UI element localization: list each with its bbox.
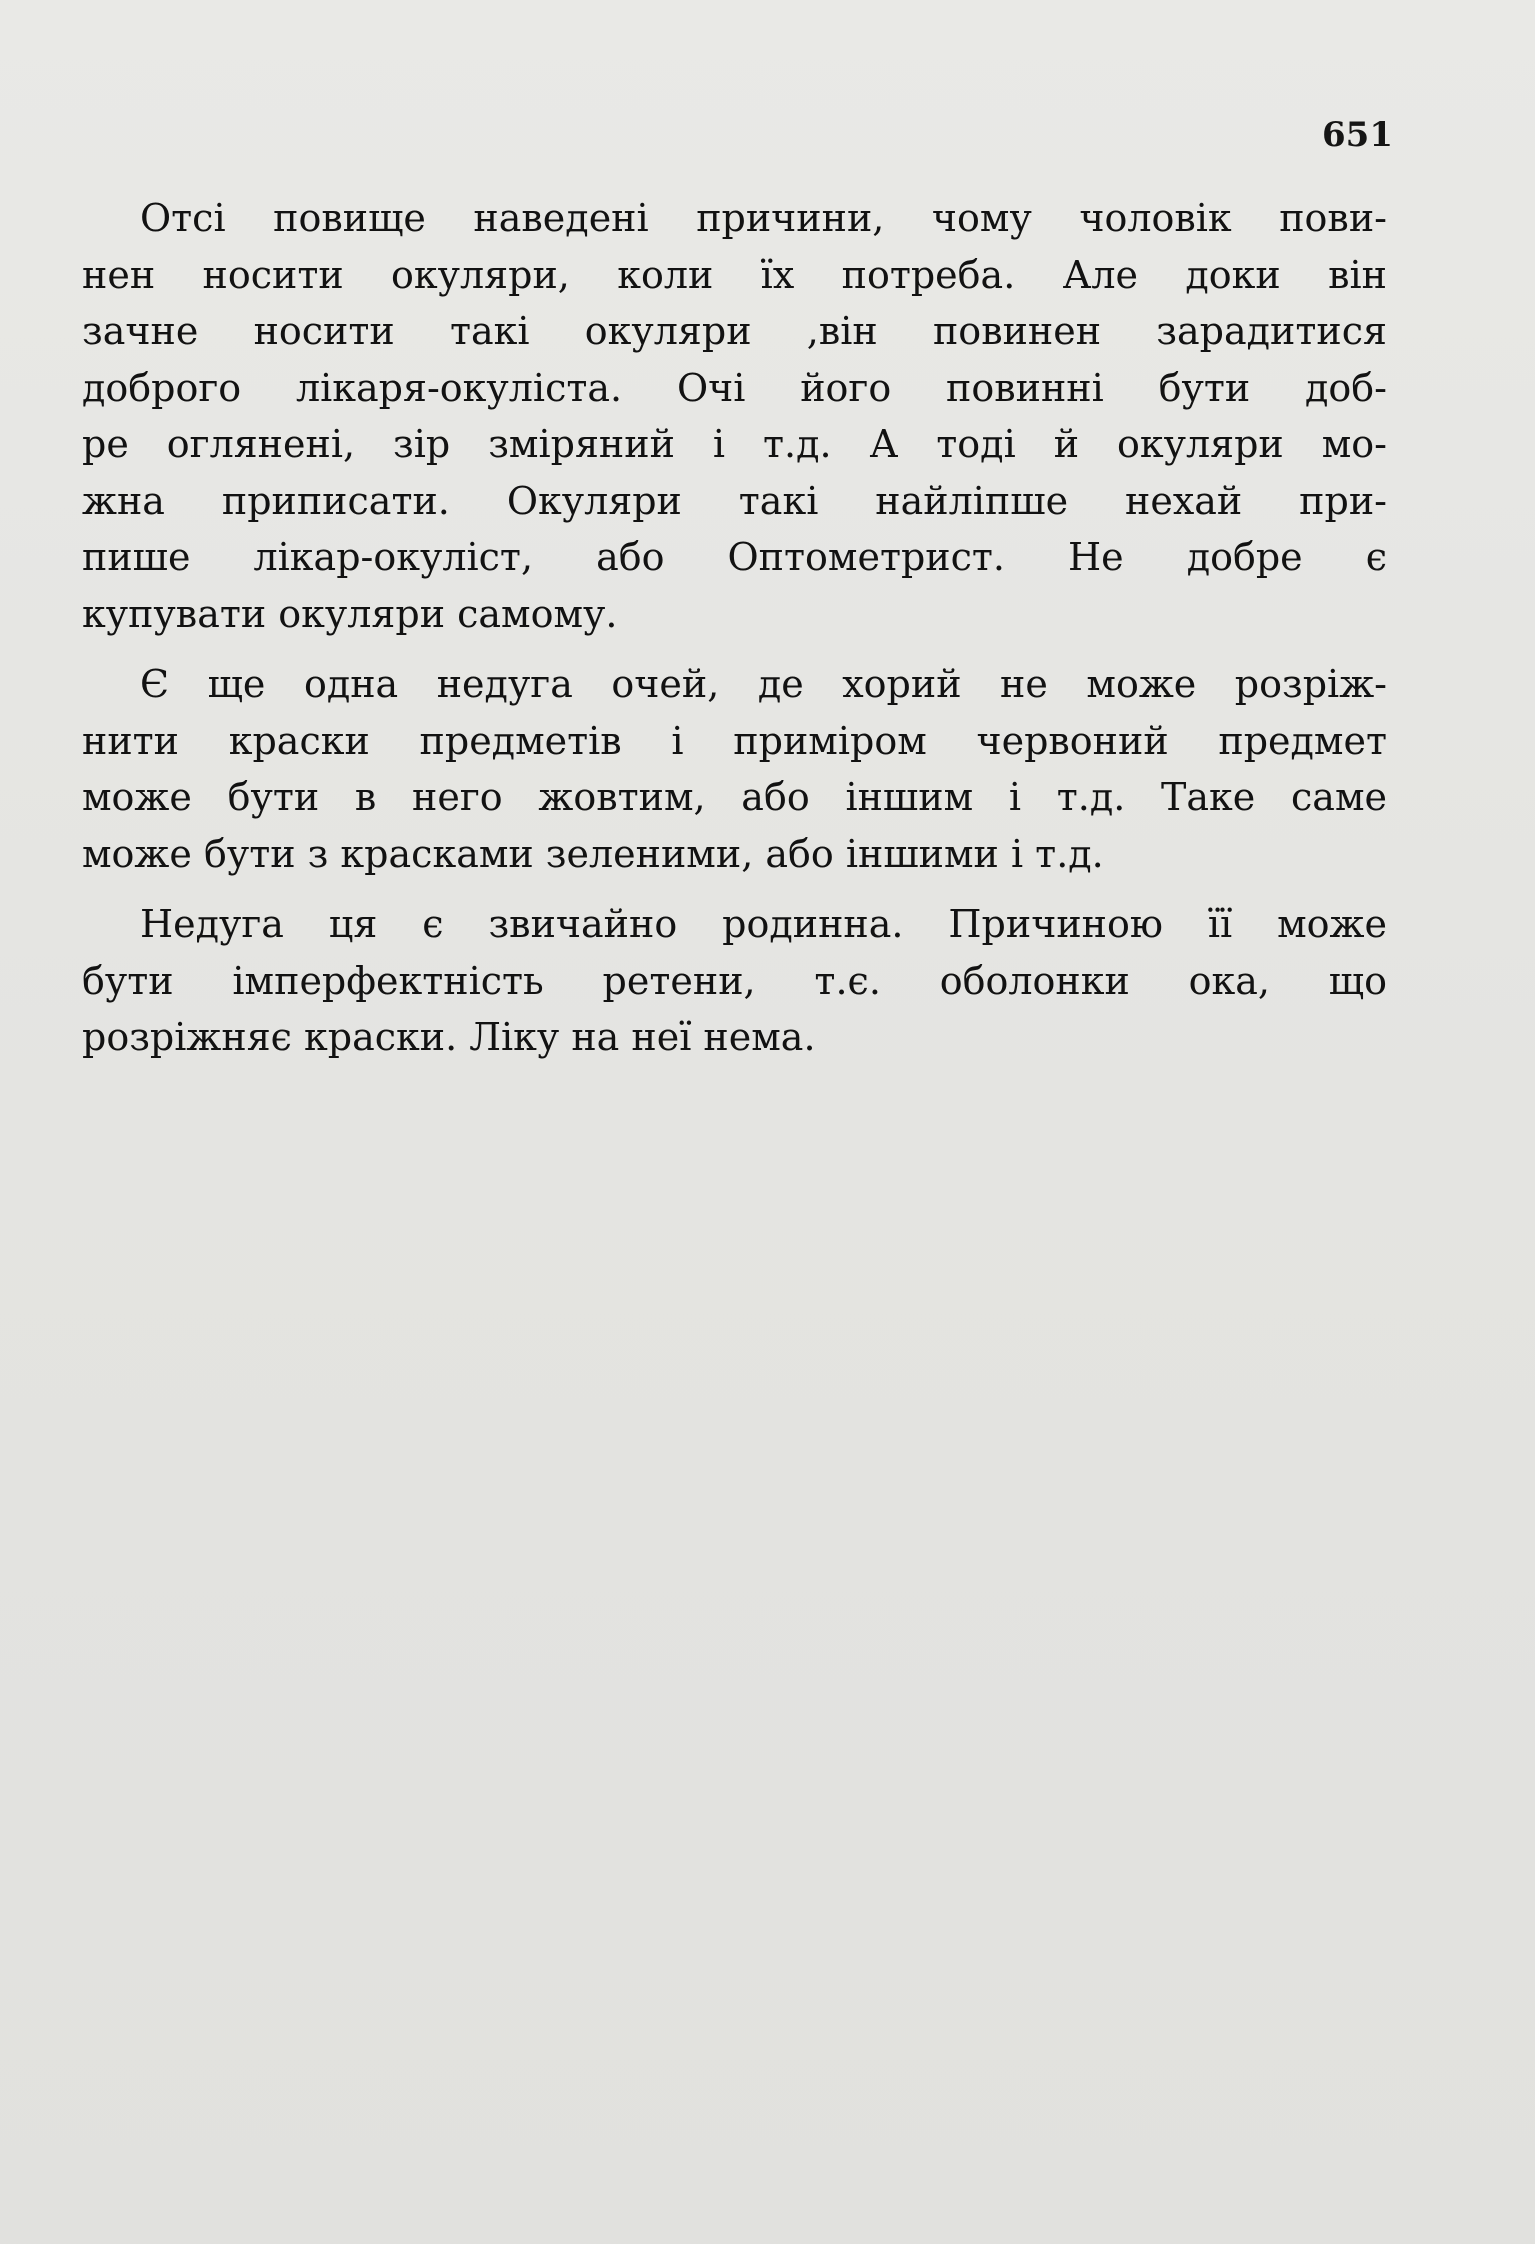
page-number: 651 <box>1322 115 1393 155</box>
paragraph-2 <box>82 656 1387 882</box>
paragraph-1 <box>82 190 1387 642</box>
paragraph-3 <box>82 896 1387 1066</box>
text-line: розріжняє краски. Ліку на неї нема. <box>82 1015 816 1059</box>
body-text <box>82 190 1387 1066</box>
text-line: нен носити окуляри, коли їх потреба. Але доки він <box>82 252 1387 297</box>
text-line: бути імперфектність ретени, т.є. оболонки ока, що <box>82 958 1387 1003</box>
text-line: може бути в него жовтим, або іншим і т.д. Таке саме <box>82 775 1387 819</box>
text-line: пише лікар-окуліст, або Оптометрист. Не добре є <box>82 535 1387 579</box>
text-line: купувати окуляри самому. <box>82 591 618 636</box>
text-line: Отсі повище наведені причини, чому чоловік пови- <box>140 196 1387 240</box>
text-line: ре оглянені, зір зміряний і т.д. А тоді й окуляри мо- <box>82 422 1387 466</box>
text-line: може бути з красками зеленими, або іншими і т.д. <box>82 831 1104 876</box>
text-line: доброго лікаря-окуліста. Очі його повинні бути доб- <box>82 365 1387 410</box>
text-line: зачне носити такі окуляри ,він повинен зарадитися <box>82 309 1387 353</box>
text-line: жна приписати. Окуляри такі найліпше нехай при- <box>82 478 1387 523</box>
text-line: нити краски предметів і приміром червоний предмет <box>82 718 1387 763</box>
text-line: Недуга ця є звичайно родинна. Причиною її може <box>140 902 1387 946</box>
text-line: Є ще одна недуга очей, де хорий не може розріж- <box>140 662 1387 706</box>
